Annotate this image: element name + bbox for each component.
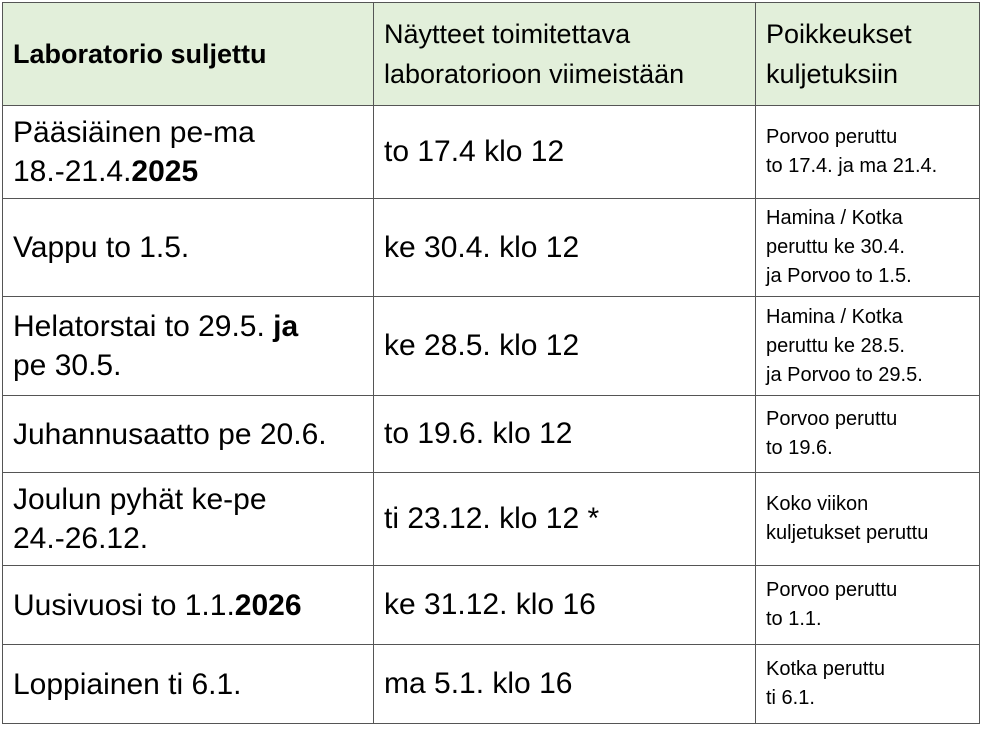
table-row [3, 645, 980, 724]
exceptions-line: to 17.4. ja ma 21.4. [766, 155, 938, 177]
deadline-cell: ke 31.12. klo 16 [374, 566, 756, 645]
table-row [3, 566, 980, 645]
exceptions-cell [756, 473, 980, 566]
closed-cell: Juhannusaatto pe 20.6. [3, 396, 374, 473]
closed-cell: Vappu to 1.5. [3, 199, 374, 297]
header-deadline-line1: Näytteet toimitettava [384, 19, 631, 49]
exceptions-line: Kotka peruttu [766, 658, 885, 680]
exceptions-line: Koko viikon [766, 493, 869, 515]
deadline-cell: ti 23.12. klo 12 * [374, 473, 756, 566]
header-deadline-line2: laboratorioon viimeistään [384, 59, 685, 89]
deadline-cell: ke 30.4. klo 12 [374, 199, 756, 297]
header-deadline [374, 3, 756, 106]
exceptions-line: kuljetukset peruttu [766, 522, 929, 544]
deadline-cell: ma 5.1. klo 16 [374, 645, 756, 724]
deadline-cell: ke 28.5. klo 12 [374, 297, 756, 396]
table-row [3, 473, 980, 566]
table-header-row [3, 3, 980, 106]
closed-year: 2025 [131, 155, 199, 188]
exceptions-cell [756, 566, 980, 645]
closed-cell [3, 106, 374, 199]
exceptions-cell [756, 297, 980, 396]
header-exceptions-line1: Poikkeukset [766, 19, 912, 49]
deadline-cell: to 17.4 klo 12 [374, 106, 756, 199]
exceptions-cell [756, 645, 980, 724]
closed-cell [3, 297, 374, 396]
closure-schedule-table [2, 2, 980, 724]
table-row [3, 297, 980, 396]
deadline-cell: to 19.6. klo 12 [374, 396, 756, 473]
closed-year: 2026 [234, 588, 302, 622]
exceptions-line: to 19.6. [766, 437, 833, 459]
exceptions-line: Porvoo peruttu [766, 126, 898, 148]
exceptions-line: ti 6.1. [766, 687, 815, 709]
header-exceptions [756, 3, 980, 106]
exceptions-cell [756, 106, 980, 199]
closed-text: Uusivuosi to 1.1. [13, 588, 235, 622]
closed-text: Pääsiäinen pe-ma [13, 116, 255, 149]
exceptions-line: Porvoo peruttu [766, 408, 898, 430]
closed-cell [3, 566, 374, 645]
table-row [3, 106, 980, 199]
closed-text-date: 18.-21.4. [13, 155, 132, 188]
closed-cell: Loppiainen ti 6.1. [3, 645, 374, 724]
closed-text-date: 24.-26.12. [13, 522, 149, 555]
closed-text: Joulun pyhät ke-pe [13, 483, 267, 516]
exceptions-line: to 1.1. [766, 608, 822, 630]
closed-cell [3, 473, 374, 566]
header-closed: Laboratorio suljettu [3, 3, 374, 106]
exceptions-line: ja Porvoo to 1.5. [766, 265, 912, 287]
exceptions-line: Hamina / Kotka [766, 305, 903, 328]
closed-conjunction: ja [273, 310, 299, 343]
closed-text-date: pe 30.5. [13, 349, 122, 382]
exceptions-line: peruttu ke 28.5. [766, 334, 905, 357]
exceptions-line: Porvoo peruttu [766, 579, 898, 601]
closed-text: Helatorstai to 29.5. [13, 310, 274, 343]
exceptions-cell [756, 396, 980, 473]
table-row [3, 396, 980, 473]
table-row [3, 199, 980, 297]
exceptions-line: peruttu ke 30.4. [766, 236, 905, 258]
exceptions-line: ja Porvoo to 29.5. [766, 363, 923, 386]
header-exceptions-line2: kuljetuksiin [766, 59, 899, 89]
exceptions-cell [756, 199, 980, 297]
exceptions-line: Hamina / Kotka [766, 207, 903, 229]
